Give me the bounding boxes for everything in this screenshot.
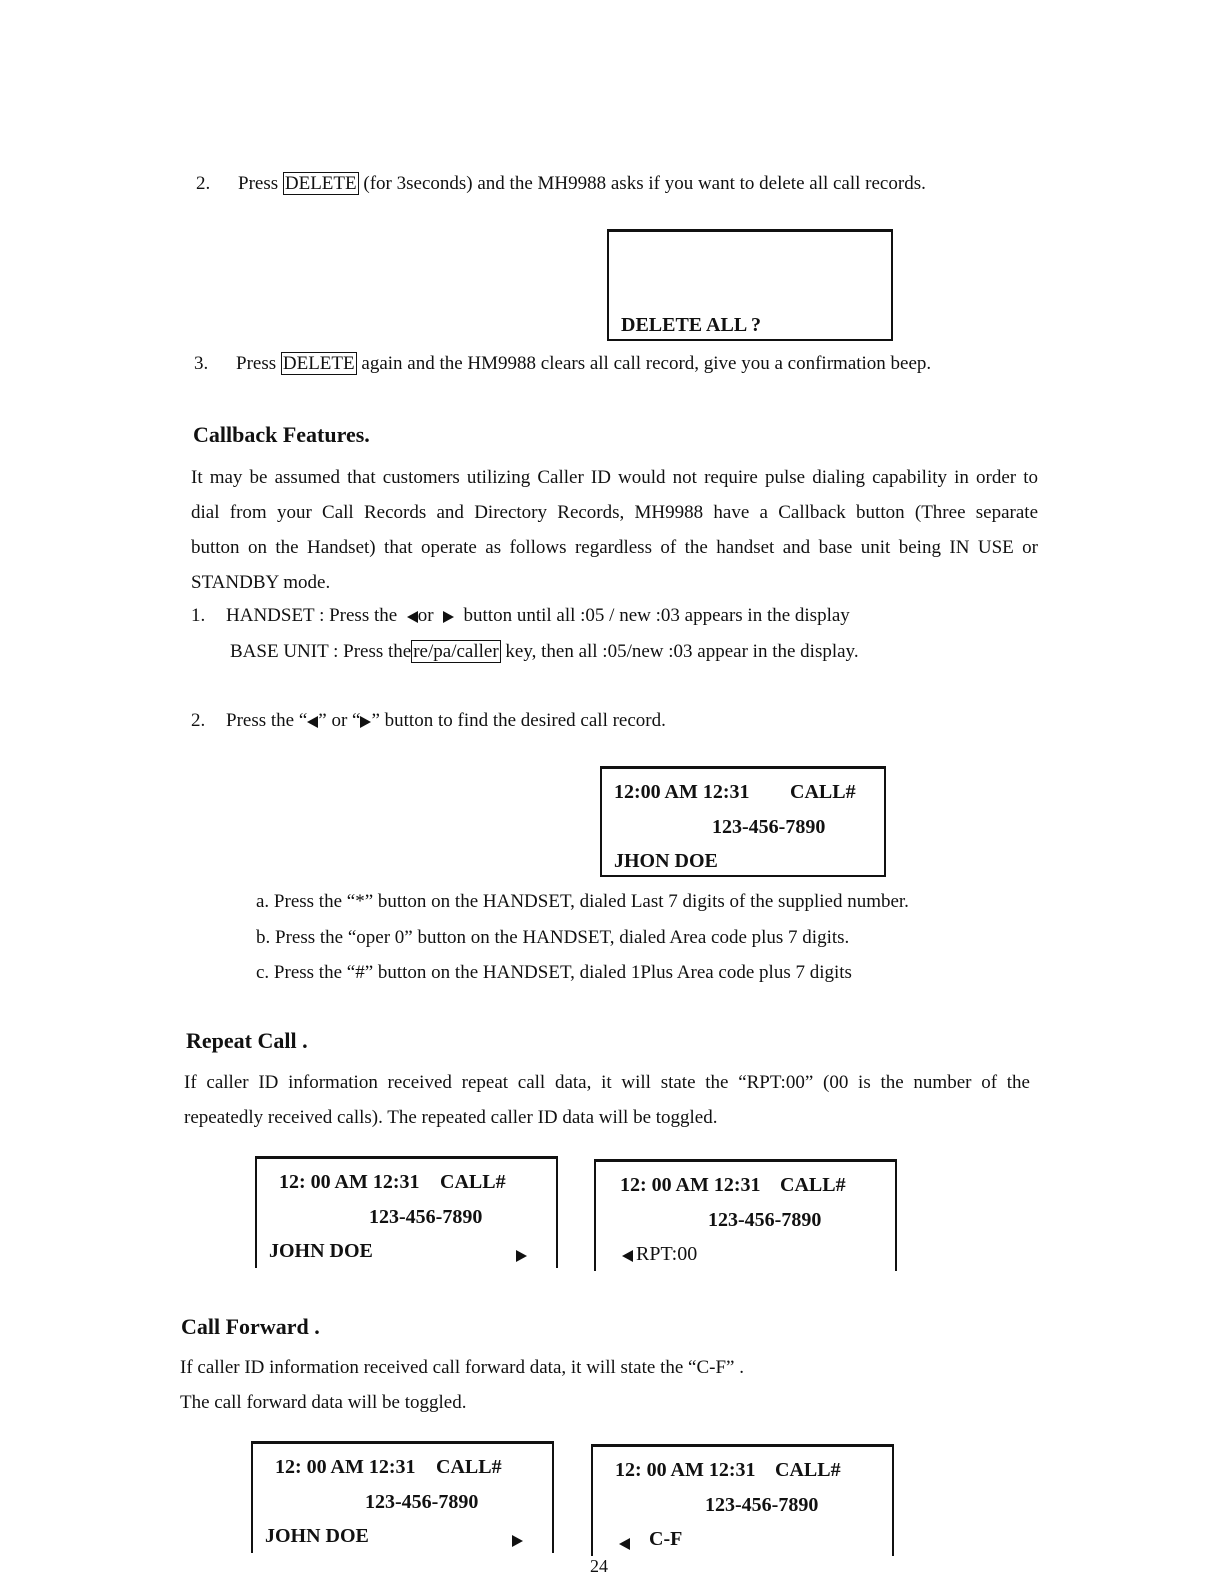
callback-subitem-b: b. Press the “oper 0” button on the HANDSET, dialed Area code plus 7 digits. [256, 927, 850, 948]
step3-number: 3. [194, 353, 209, 374]
lcd-time: 12:00 AM 12:31 [614, 781, 750, 803]
item2-mid: ” or “ [318, 710, 361, 731]
lcd-number: 123-456-7890 [712, 816, 826, 838]
callback-para-line: STANDBY mode. [191, 572, 331, 593]
handset-post: button until all :05 / new :03 appears in the display [463, 605, 850, 626]
lcd-number: 123-456-7890 [705, 1494, 819, 1516]
callback-item2-text [226, 709, 666, 733]
lcd-number: 123-456-7890 [369, 1206, 483, 1228]
lcd-call-label: CALL# [440, 1171, 506, 1193]
lcd-name: JHON DOE [614, 850, 718, 872]
callback-para-line: button on the Handset) that operate as follows regardless of the handset and base unit being IN USE or [191, 537, 1038, 558]
repeat-heading: Repeat Call . [186, 1028, 308, 1053]
forward-para-line: If caller ID information received call forward data, it will state the “C-F” . [180, 1357, 744, 1378]
re-pa-caller-key-label: re/pa/caller [413, 641, 499, 662]
page-number: 24 [590, 1556, 608, 1576]
lcd-time: 12: 00 AM 12:31 [620, 1174, 761, 1196]
forward-para-line: The call forward data will be toggled. [180, 1392, 467, 1413]
forward-heading: Call Forward . [181, 1314, 320, 1339]
lcd-call-label: CALL# [436, 1456, 502, 1478]
forward-paragraph [180, 1350, 744, 1420]
left-arrow-icon [622, 1244, 633, 1267]
callback-paragraph [191, 460, 1038, 600]
lcd-number: 123-456-7890 [708, 1209, 822, 1231]
handset-pre: HANDSET : Press the [226, 605, 398, 626]
callback-subitem-a: a. Press the “*” button on the HANDSET, dialed Last 7 digits of the supplied number. [256, 891, 909, 912]
lcd-repeat-right [594, 1159, 897, 1271]
lcd-time: 12: 00 AM 12:31 [279, 1171, 420, 1193]
callback-item1-base [230, 640, 859, 664]
lcd-number: 123-456-7890 [365, 1491, 479, 1513]
step2-post: (for 3seconds) and the MH9988 asks if you want to delete all call records. [358, 173, 926, 194]
lcd-name: JOHN DOE [265, 1525, 369, 1547]
repeat-para-line: repeatedly received calls). The repeated caller ID data will be toggled. [184, 1107, 718, 1128]
step2-number: 2. [196, 173, 211, 194]
lcd-call-label: CALL# [780, 1174, 846, 1196]
callback-item1-number: 1. [191, 605, 206, 626]
right-arrow-icon [443, 611, 454, 623]
lcd-forward-right [591, 1444, 894, 1556]
step3-post: again and the HM9988 clears all call record, give you a confirmation beep. [356, 353, 932, 374]
repeat-para-line: If caller ID information received repeat call data, it will state the “RPT:00” (00 is the number of the [184, 1072, 1030, 1093]
left-arrow-icon [619, 1532, 630, 1555]
callback-heading: Callback Features. [193, 422, 370, 447]
lcd-delete-all-line: DELETE ALL ? [621, 314, 762, 336]
step2-pre: Press [238, 173, 279, 194]
lcd-rpt: RPT:00 [636, 1243, 698, 1265]
lcd-repeat-left [255, 1156, 558, 1268]
delete-key-label: DELETE [282, 353, 355, 374]
lcd-call-label: CALL# [790, 781, 856, 803]
step2-text [238, 172, 926, 196]
base-pre: BASE UNIT : Press the [230, 641, 412, 662]
step3-pre: Press [236, 353, 277, 374]
lcd-call-label: CALL# [775, 1459, 841, 1481]
step3-text [236, 352, 931, 376]
callback-item1-handset [226, 604, 850, 628]
callback-subitem-c: c. Press the “#” button on the HANDSET, dialed 1Plus Area code plus 7 digits [256, 962, 852, 983]
left-arrow-icon [307, 716, 318, 728]
handset-or: or [417, 605, 434, 626]
callback-item2-number: 2. [191, 710, 206, 731]
lcd-delete-all [607, 229, 893, 341]
right-arrow-icon [516, 1244, 527, 1267]
lcd-forward-left [251, 1441, 554, 1553]
lcd-time: 12: 00 AM 12:31 [615, 1459, 756, 1481]
right-arrow-icon [360, 716, 371, 728]
item2-post: ” button to find the desired call record. [371, 710, 666, 731]
lcd-callback [600, 766, 886, 877]
callback-para-line: dial from your Call Records and Directory Records, MH9988 have a Callback button (Three separate [191, 502, 1038, 523]
left-arrow-icon [407, 611, 418, 623]
item2-pre: Press the “ [226, 710, 308, 731]
delete-key-label: DELETE [284, 173, 357, 194]
lcd-time: 12: 00 AM 12:31 [275, 1456, 416, 1478]
repeat-paragraph [184, 1065, 1030, 1135]
base-post: key, then all :05/new :03 appear in the display. [500, 641, 859, 662]
callback-para-line: It may be assumed that customers utilizing Caller ID would not require pulse dialing capability in order to [191, 467, 1038, 488]
lcd-cf: C-F [649, 1528, 683, 1550]
lcd-name: JOHN DOE [269, 1240, 373, 1262]
right-arrow-icon [512, 1529, 523, 1552]
